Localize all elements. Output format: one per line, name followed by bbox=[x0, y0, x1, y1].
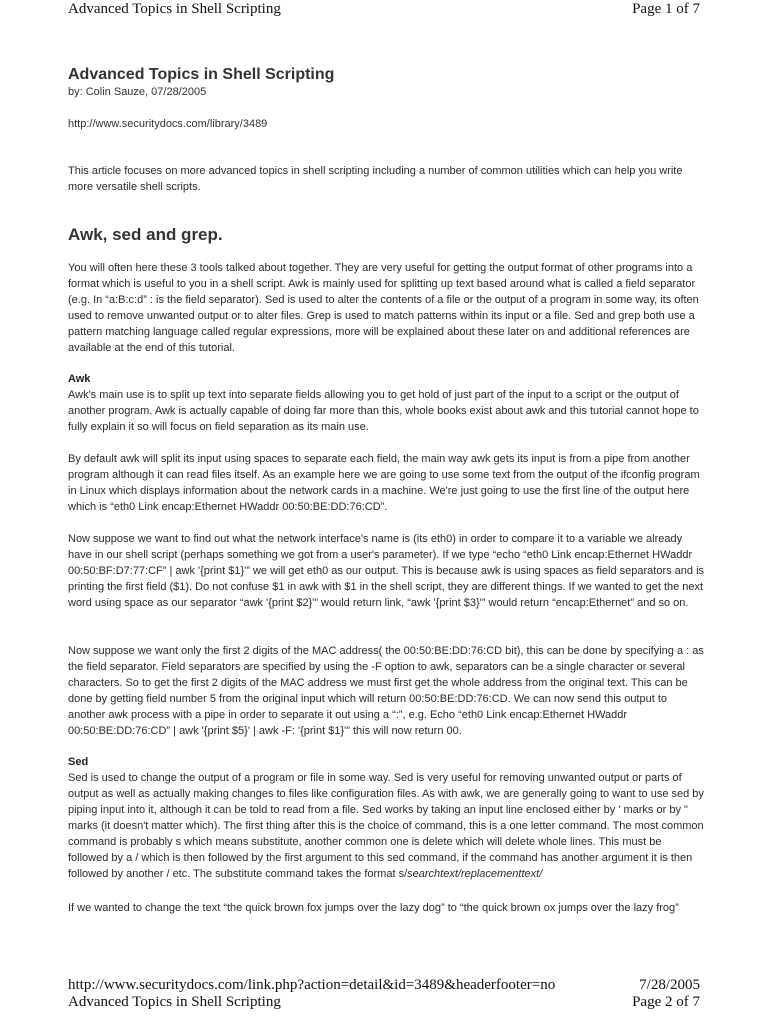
article-source-url[interactable]: http://www.securitydocs.com/library/3489 bbox=[68, 118, 268, 130]
sed-paragraph-1 bbox=[68, 770, 704, 882]
section-heading-awk-sed-grep: Awk, sed and grep. bbox=[68, 225, 223, 244]
sed-subheading: Sed bbox=[68, 756, 89, 768]
intro-paragraph: This article focuses on more advanced topics in shell scripting including a number of common utilities which can help you write more versatile shell scripts. bbox=[68, 165, 683, 193]
section-intro-paragraph: You will often here these 3 tools talked about together. They are very useful for getting the output format of other programs into a format which is useful to you in a shell script. Awk is mainly used for splitting up text based around what is called a field separator (e.g. In “a:B:c:d” : is the field separator). Sed is used to alter the contents of a file or the output of a program in some way, its often used to remove unwanted output or to alter files. Grep is used to match patterns within its input or a file. Sed and grep both use a pattern matching language called regular expressions, more will be explained about these later on and additional references are available at the end of this tutorial. bbox=[68, 262, 699, 354]
awk-subheading: Awk bbox=[68, 373, 91, 385]
sed-paragraph-2: If we wanted to change the text “the quick brown fox jumps over the lazy dog” to “the quick brown ox jumps over the lazy frog” bbox=[68, 902, 679, 914]
awk-paragraph-1: Awk's main use is to split up text into separate fields allowing you to get hold of just part of the input to a script or the output of another program. Awk is actually capable of doing far more than this, whole books exist about awk and this tutorial cannot hope to fully explain it so will focus on field separation as its main use. bbox=[68, 389, 699, 433]
print-header-title: Advanced Topics in Shell Scripting bbox=[68, 1, 281, 17]
sed-format-example: searchtext/replacementtext/ bbox=[407, 868, 543, 880]
sed-paragraph-1-text: Sed is used to change the output of a program or file in some way. Sed is very useful for removing unwanted output or parts of output as well as actually making changes to files like configuration files. As with awk, we are generally going to want to use sed by piping input into it, although it can be told to read from a file. Sed works by taking an input line enclosed either by ' marks or by " marks (it doesn't matter which). The first thing after this is the choice of command, this is a one letter command. The most common command is probably s which means substitute, another common one is delete which will delete whole lines. This must be followed by a / which is then followed by the first argument to this sed command, if the command has another argument it is then followed by another / etc. The substitute command takes the format s/ bbox=[68, 772, 704, 880]
print-header-page-number-2: Page 2 of 7 bbox=[632, 994, 700, 1010]
print-header-title-page-2: Advanced Topics in Shell Scripting bbox=[68, 994, 281, 1010]
print-footer-url: http://www.securitydocs.com/link.php?action=detail&id=3489&headerfooter=no bbox=[68, 977, 556, 993]
awk-paragraph-2: By default awk will split its input using spaces to separate each field, the main way awk gets its input is from a pipe from another program although it can read files itself. As an example here we are going to use some text from the output of the ifconfig program in Linux which displays information about the network cards in a machine. We're just going to use the first line of the output here which is “eth0 Link encap:Ethernet HWaddr 00:50:BE:DD:76:CD”. bbox=[68, 453, 700, 513]
article-title: Advanced Topics in Shell Scripting bbox=[68, 66, 335, 83]
article-byline: by: Colin Sauze, 07/28/2005 bbox=[68, 86, 207, 98]
awk-paragraph-3: Now suppose we want to find out what the network interface's name is (its eth0) in order to compare it to a variable we already have in our shell script (perhaps something we got from a user's parameter). If we type “echo “eth0 Link encap:Ethernet HWaddr 00:50:BF:D7:77:CF” | awk '{print $1}'” we will get eth0 as our output. This is because awk is using spaces as field separators and is printing the first field ($1). Do not confuse $1 in awk with $1 in the shell script, they are different things. If we wanted to get the next word using space as our separator “awk '{print $2}'” would return link, “awk '{print $3}'” would return “encap:Ethernet” and so on. bbox=[68, 533, 705, 609]
print-footer-date: 7/28/2005 bbox=[639, 977, 700, 993]
print-header-page-number: Page 1 of 7 bbox=[632, 1, 700, 17]
awk-paragraph-4: Now suppose we want only the first 2 digits of the MAC address( the 00:50:BE:DD:76:CD bit), this can be done by specifying a : as the field separator. Field separators are specified by using the -F option to awk, separators can be a single character or several characters. So to get the first 2 digits of the MAC address we must first get the whole address from the original text. This can be done by getting field number 5 from the original input which will return 00:50:BE:DD:76:CD. We can now send this output to another awk process with a pipe in order to separate it out using a “:”, e.g. Echo “eth0 Link encap:Ethernet HWaddr 00:50:BE:DD:76:CD” | awk '{print $5}' | awk -F: '{print $1}'” this will now return 00. bbox=[68, 645, 704, 737]
